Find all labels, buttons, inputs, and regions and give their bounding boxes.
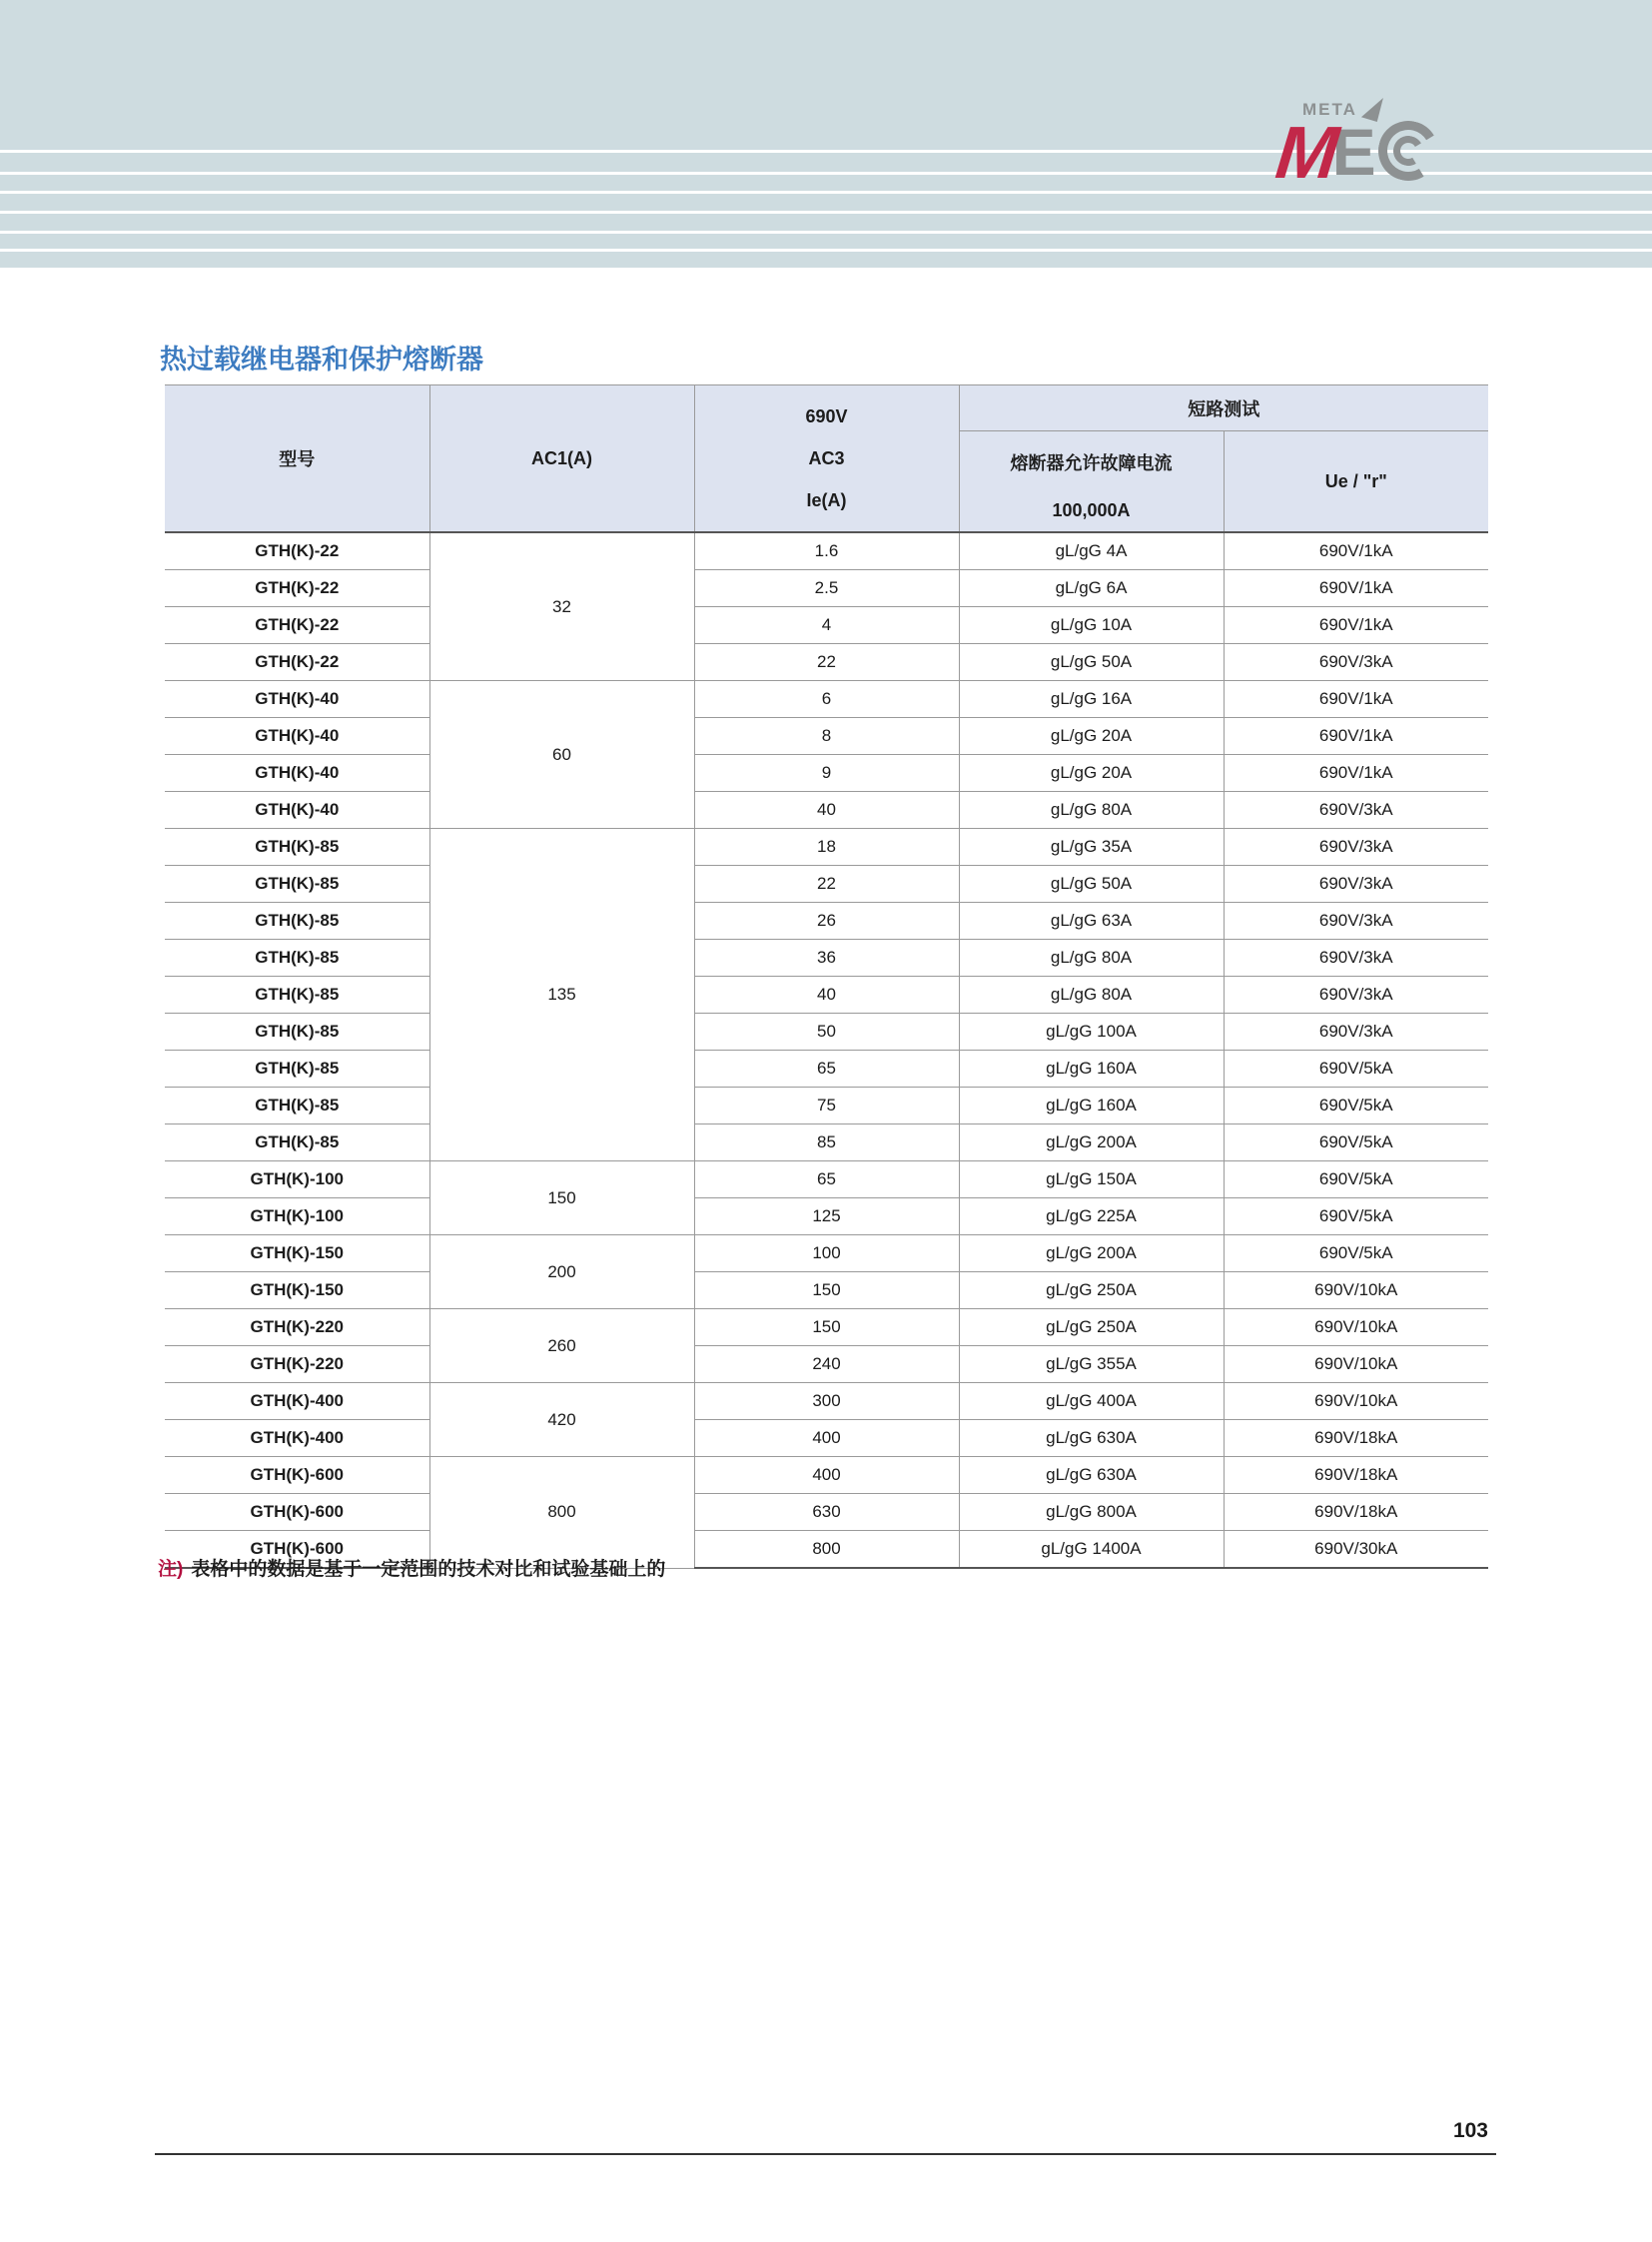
ac1-cell: 150 xyxy=(429,1161,694,1235)
table-row xyxy=(165,1014,1488,1051)
model-cell: GTH(K)-400 xyxy=(165,1383,429,1420)
table-row xyxy=(165,607,1488,644)
table-row xyxy=(165,1124,1488,1161)
model-cell: GTH(K)-600 xyxy=(165,1494,429,1531)
ue-cell: 690V/5kA xyxy=(1224,1161,1488,1198)
ie-cell: 150 xyxy=(694,1272,959,1309)
ue-cell: 690V/1kA xyxy=(1224,755,1488,792)
ac1-cell: 32 xyxy=(429,532,694,681)
ie-cell: 125 xyxy=(694,1198,959,1235)
model-cell: GTH(K)-40 xyxy=(165,755,429,792)
model-cell: GTH(K)-85 xyxy=(165,829,429,866)
model-cell: GTH(K)-22 xyxy=(165,644,429,681)
table-row xyxy=(165,755,1488,792)
ie-cell: 100 xyxy=(694,1235,959,1272)
logo-letter-e: E xyxy=(1331,115,1376,189)
footnote-label: 注) xyxy=(158,1559,184,1580)
fuse-cell: gL/gG 200A xyxy=(959,1124,1224,1161)
ie-cell: 9 xyxy=(694,755,959,792)
ie-cell: 400 xyxy=(694,1457,959,1494)
model-cell: GTH(K)-220 xyxy=(165,1346,429,1383)
model-cell: GTH(K)-150 xyxy=(165,1272,429,1309)
fuse-cell: gL/gG 355A xyxy=(959,1346,1224,1383)
fuse-cell: gL/gG 50A xyxy=(959,644,1224,681)
ue-cell: 690V/5kA xyxy=(1224,1235,1488,1272)
model-cell: GTH(K)-40 xyxy=(165,718,429,755)
fuse-cell: gL/gG 800A xyxy=(959,1494,1224,1531)
table-row xyxy=(165,1198,1488,1235)
model-cell: GTH(K)-100 xyxy=(165,1198,429,1235)
ac1-cell: 135 xyxy=(429,829,694,1161)
model-cell: GTH(K)-400 xyxy=(165,1420,429,1457)
ac1-cell: 420 xyxy=(429,1383,694,1457)
ac1-cell: 60 xyxy=(429,681,694,829)
ue-cell: 690V/10kA xyxy=(1224,1309,1488,1346)
model-cell: GTH(K)-22 xyxy=(165,570,429,607)
model-cell: GTH(K)-40 xyxy=(165,681,429,718)
fuse-cell: gL/gG 50A xyxy=(959,866,1224,903)
ue-cell: 690V/18kA xyxy=(1224,1494,1488,1531)
ie-cell: 40 xyxy=(694,792,959,829)
model-cell: GTH(K)-220 xyxy=(165,1309,429,1346)
ue-cell: 690V/1kA xyxy=(1224,681,1488,718)
ie-cell: 400 xyxy=(694,1420,959,1457)
ue-cell: 690V/3kA xyxy=(1224,1014,1488,1051)
model-cell: GTH(K)-85 xyxy=(165,940,429,977)
fuse-cell: gL/gG 80A xyxy=(959,940,1224,977)
table-row xyxy=(165,1051,1488,1088)
ie-cell: 22 xyxy=(694,866,959,903)
ue-cell: 690V/1kA xyxy=(1224,570,1488,607)
table-row xyxy=(165,903,1488,940)
fuse-cell: gL/gG 630A xyxy=(959,1457,1224,1494)
ue-cell: 690V/5kA xyxy=(1224,1124,1488,1161)
ue-cell: 690V/30kA xyxy=(1224,1531,1488,1569)
ue-cell: 690V/3kA xyxy=(1224,866,1488,903)
model-cell: GTH(K)-85 xyxy=(165,1051,429,1088)
fuse-cell: gL/gG 1400A xyxy=(959,1531,1224,1569)
ie-cell: 22 xyxy=(694,644,959,681)
ue-cell: 690V/5kA xyxy=(1224,1198,1488,1235)
fuse-cell: gL/gG 250A xyxy=(959,1272,1224,1309)
fuse-cell: gL/gG 400A xyxy=(959,1383,1224,1420)
ie-cell: 40 xyxy=(694,977,959,1014)
fuse-cell: gL/gG 225A xyxy=(959,1198,1224,1235)
model-cell: GTH(K)-85 xyxy=(165,903,429,940)
ie-cell: 150 xyxy=(694,1309,959,1346)
footnote xyxy=(158,1554,665,1581)
ie-cell: 26 xyxy=(694,903,959,940)
table-row xyxy=(165,718,1488,755)
ue-cell: 690V/3kA xyxy=(1224,792,1488,829)
ue-cell: 690V/3kA xyxy=(1224,903,1488,940)
page-title: 热过载继电器和保护熔断器 xyxy=(160,345,483,374)
table-row xyxy=(165,681,1488,718)
ue-cell: 690V/1kA xyxy=(1224,532,1488,570)
ue-cell: 690V/5kA xyxy=(1224,1051,1488,1088)
fuse-cell: gL/gG 160A xyxy=(959,1088,1224,1124)
model-cell: GTH(K)-85 xyxy=(165,866,429,903)
footer-rule xyxy=(155,2153,1496,2155)
ue-cell: 690V/10kA xyxy=(1224,1272,1488,1309)
ie-cell: 300 xyxy=(694,1383,959,1420)
model-cell: GTH(K)-150 xyxy=(165,1235,429,1272)
table-row xyxy=(165,1457,1488,1494)
ie-cell: 50 xyxy=(694,1014,959,1051)
ue-cell: 690V/1kA xyxy=(1224,718,1488,755)
fuse-cell: gL/gG 80A xyxy=(959,792,1224,829)
logo-meta-text: META xyxy=(1302,100,1357,119)
ac1-cell: 260 xyxy=(429,1309,694,1383)
table-row xyxy=(165,866,1488,903)
model-cell: GTH(K)-85 xyxy=(165,1124,429,1161)
fuse-cell: gL/gG 35A xyxy=(959,829,1224,866)
ac1-cell: 800 xyxy=(429,1457,694,1569)
col-header-model: 型号 xyxy=(165,385,429,533)
ue-cell: 690V/3kA xyxy=(1224,829,1488,866)
ue-cell: 690V/5kA xyxy=(1224,1088,1488,1124)
table-row xyxy=(165,532,1488,570)
ue-cell: 690V/18kA xyxy=(1224,1420,1488,1457)
table-row xyxy=(165,1272,1488,1309)
ie-cell: 630 xyxy=(694,1494,959,1531)
footnote-text: 表格中的数据是基于一定范围的技术对比和试验基础上的 xyxy=(191,1559,666,1580)
col-header-ie: 690V AC3 Ie(A) xyxy=(694,385,959,533)
table-row xyxy=(165,1346,1488,1383)
meta-mec-logo xyxy=(1271,95,1506,210)
table-row xyxy=(165,829,1488,866)
ie-cell: 2.5 xyxy=(694,570,959,607)
spec-table xyxy=(165,384,1488,1569)
table-row xyxy=(165,1161,1488,1198)
fuse-cell: gL/gG 20A xyxy=(959,755,1224,792)
col-header-ue: Ue / "r" xyxy=(1224,431,1488,533)
ie-cell: 18 xyxy=(694,829,959,866)
ie-cell: 800 xyxy=(694,1531,959,1569)
ie-cell: 75 xyxy=(694,1088,959,1124)
ie-cell: 8 xyxy=(694,718,959,755)
fuse-cell: gL/gG 6A xyxy=(959,570,1224,607)
fuse-cell: gL/gG 160A xyxy=(959,1051,1224,1088)
model-cell: GTH(K)-22 xyxy=(165,607,429,644)
model-cell: GTH(K)-85 xyxy=(165,1088,429,1124)
fuse-cell: gL/gG 200A xyxy=(959,1235,1224,1272)
ie-cell: 4 xyxy=(694,607,959,644)
fuse-cell: gL/gG 10A xyxy=(959,607,1224,644)
logo-letter-m: M xyxy=(1271,111,1339,194)
fuse-cell: gL/gG 63A xyxy=(959,903,1224,940)
table-row xyxy=(165,1383,1488,1420)
ie-cell: 65 xyxy=(694,1051,959,1088)
ac1-cell: 200 xyxy=(429,1235,694,1309)
ie-cell: 85 xyxy=(694,1124,959,1161)
model-cell: GTH(K)-100 xyxy=(165,1161,429,1198)
table-row xyxy=(165,1309,1488,1346)
ie-cell: 65 xyxy=(694,1161,959,1198)
col-header-short-circuit: 短路测试 xyxy=(959,385,1488,431)
table-row xyxy=(165,1494,1488,1531)
col-header-fuse: 熔断器允许故障电流 100,000A xyxy=(959,431,1224,533)
fuse-cell: gL/gG 630A xyxy=(959,1420,1224,1457)
ue-cell: 690V/3kA xyxy=(1224,977,1488,1014)
ue-cell: 690V/10kA xyxy=(1224,1383,1488,1420)
fuse-cell: gL/gG 100A xyxy=(959,1014,1224,1051)
table-row xyxy=(165,792,1488,829)
ie-cell: 6 xyxy=(694,681,959,718)
model-cell: GTH(K)-40 xyxy=(165,792,429,829)
ue-cell: 690V/1kA xyxy=(1224,607,1488,644)
table-row xyxy=(165,1235,1488,1272)
col-header-ac1: AC1(A) xyxy=(429,385,694,533)
model-cell: GTH(K)-85 xyxy=(165,977,429,1014)
table-row xyxy=(165,977,1488,1014)
ue-cell: 690V/10kA xyxy=(1224,1346,1488,1383)
model-cell: GTH(K)-600 xyxy=(165,1457,429,1494)
model-cell: GTH(K)-600 xyxy=(165,1531,429,1569)
ue-cell: 690V/3kA xyxy=(1224,940,1488,977)
table-row xyxy=(165,644,1488,681)
fuse-cell: gL/gG 16A xyxy=(959,681,1224,718)
table-row xyxy=(165,940,1488,977)
table-row xyxy=(165,1420,1488,1457)
fuse-cell: gL/gG 150A xyxy=(959,1161,1224,1198)
ie-cell: 240 xyxy=(694,1346,959,1383)
model-cell: GTH(K)-22 xyxy=(165,532,429,570)
page-number: 103 xyxy=(1452,2119,1488,2142)
ue-cell: 690V/18kA xyxy=(1224,1457,1488,1494)
fuse-cell: gL/gG 250A xyxy=(959,1309,1224,1346)
model-cell: GTH(K)-85 xyxy=(165,1014,429,1051)
ie-cell: 1.6 xyxy=(694,532,959,570)
table-row xyxy=(165,1088,1488,1124)
ue-cell: 690V/3kA xyxy=(1224,644,1488,681)
fuse-cell: gL/gG 4A xyxy=(959,532,1224,570)
fuse-cell: gL/gG 80A xyxy=(959,977,1224,1014)
ie-cell: 36 xyxy=(694,940,959,977)
fuse-cell: gL/gG 20A xyxy=(959,718,1224,755)
table-row xyxy=(165,570,1488,607)
logo-c-mark-icon xyxy=(1378,121,1440,183)
